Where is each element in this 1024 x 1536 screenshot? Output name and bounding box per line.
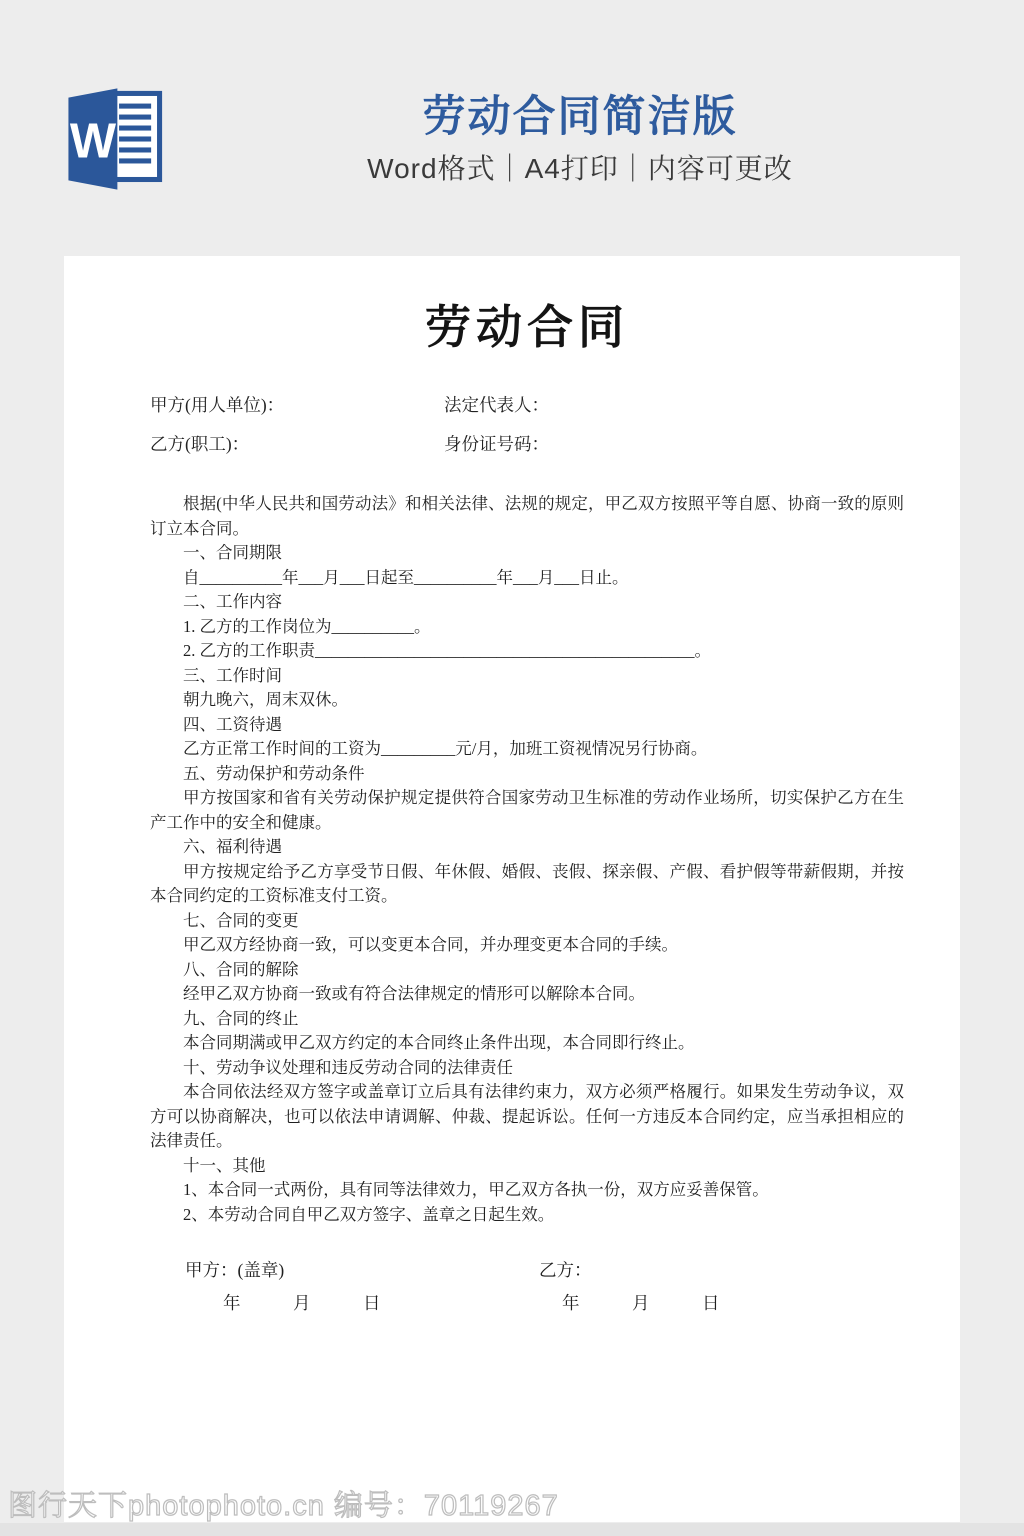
contract-section-heading: 五、劳动保护和劳动条件 xyxy=(183,763,365,783)
contract-section-heading: 六、福利待遇 xyxy=(183,837,282,857)
contract-paragraph: 2、本劳动合同自甲乙双方签字、盖章之日起生效。 xyxy=(183,1204,555,1224)
contract-section-heading: 八、合同的解除 xyxy=(183,959,299,979)
contract-paragraph: 根据(中华人民共和国劳动法》和相关法律、法规的规定，甲乙双方按照平等自愿、协商一致的原则订立本合同。 xyxy=(150,494,904,538)
word-logo-icon xyxy=(60,85,168,193)
template-subtitle: Word格式｜A4打印｜内容可更改 xyxy=(367,153,793,185)
template-title: 劳动合同简洁版 xyxy=(422,93,738,141)
field-row xyxy=(150,393,904,417)
contract-section-heading: 二、工作内容 xyxy=(183,592,282,612)
contract-section-heading: 四、工资待遇 xyxy=(183,714,282,734)
header-text xyxy=(300,94,860,185)
contract-section-heading: 十一、其他 xyxy=(183,1155,266,1175)
signature-block xyxy=(150,1257,904,1317)
contract-section-heading: 七、合同的变更 xyxy=(183,910,299,930)
signature-date-b: 年 月 日 xyxy=(562,1293,720,1314)
contract-paragraph: 本合同依法经双方签字或盖章订立后具有法律约束力，双方必须严格履行。如果发生劳动争议，双方可以协商解决，也可以依法申请调解、仲裁、提起诉讼。任何一方违反本合同约定，应当承担相应的法律责任。 xyxy=(150,1082,904,1151)
contract-paragraph: 乙方正常工作时间的工资为_________元/月，加班工资视情况另行协商。 xyxy=(183,739,708,759)
contract-paragraph: 自__________年___月___日起至__________年___月___日止。 xyxy=(183,567,629,587)
contract-body xyxy=(150,492,904,1227)
contract-paragraph: 甲方按国家和省有关劳动保护规定提供符合国家劳动卫生标准的劳动作业场所，切实保护乙方在生产工作中的安全和健康。 xyxy=(150,788,904,832)
contract-paragraph: 1、本合同一式两份，具有同等法律效力，甲乙双方各执一份，双方应妥善保管。 xyxy=(183,1180,769,1200)
field-id-number-label: 身份证号码： xyxy=(444,434,549,455)
contract-paragraph: 甲方按规定给予乙方享受节日假、年休假、婚假、丧假、探亲假、产假、看护假等带薪假期，并按本合同约定的工资标准支付工资。 xyxy=(150,861,904,906)
contract-section-heading: 十、劳动争议处理和违反劳动合同的法律责任 xyxy=(183,1057,513,1077)
contract-section-heading: 三、工作时间 xyxy=(183,665,282,685)
contract-title: 劳动合同 xyxy=(425,302,629,353)
signature-party-a-column xyxy=(150,1257,539,1317)
signature-party-a-label: 甲方：(盖章) xyxy=(185,1260,285,1281)
field-legal-rep-label: 法定代表人： xyxy=(444,395,549,416)
contract-paragraph: 甲乙双方经协商一致，可以变更本合同，并办理变更本合同的手续。 xyxy=(183,935,678,955)
signature-party-b-label: 乙方： xyxy=(539,1260,592,1281)
contract-section-heading: 九、合同的终止 xyxy=(183,1008,299,1028)
field-row xyxy=(150,432,904,456)
word-icon-letter: W xyxy=(69,114,116,169)
contract-section-heading: 一、合同期限 xyxy=(183,543,282,563)
contract-paragraph: 经甲乙双方协商一致或有符合法律规定的情形可以解除本合同。 xyxy=(183,984,645,1004)
document-page xyxy=(64,256,960,1522)
contract-paragraph: 本合同期满或甲乙双方约定的本合同终止条件出现，本合同即行终止。 xyxy=(183,1033,695,1053)
contract-fields xyxy=(150,393,904,456)
contract-paragraph: 1. 乙方的工作岗位为__________。 xyxy=(183,616,431,636)
bottom-strip xyxy=(0,1523,1024,1536)
contract-paragraph: 2. 乙方的工作职责______________________________________________。 xyxy=(183,641,711,661)
contract-paragraph: 朝九晚六，周末双休。 xyxy=(183,690,348,710)
field-party-a-label: 甲方(用人单位)： xyxy=(150,395,285,416)
site-watermark: 图行天下photophoto.cn 编号：70119267 xyxy=(8,1490,559,1522)
field-party-b-label: 乙方(职工)： xyxy=(150,434,250,455)
promo-header xyxy=(0,0,1024,230)
signature-party-b-column xyxy=(539,1257,904,1317)
signature-date-a: 年 月 日 xyxy=(223,1293,381,1314)
